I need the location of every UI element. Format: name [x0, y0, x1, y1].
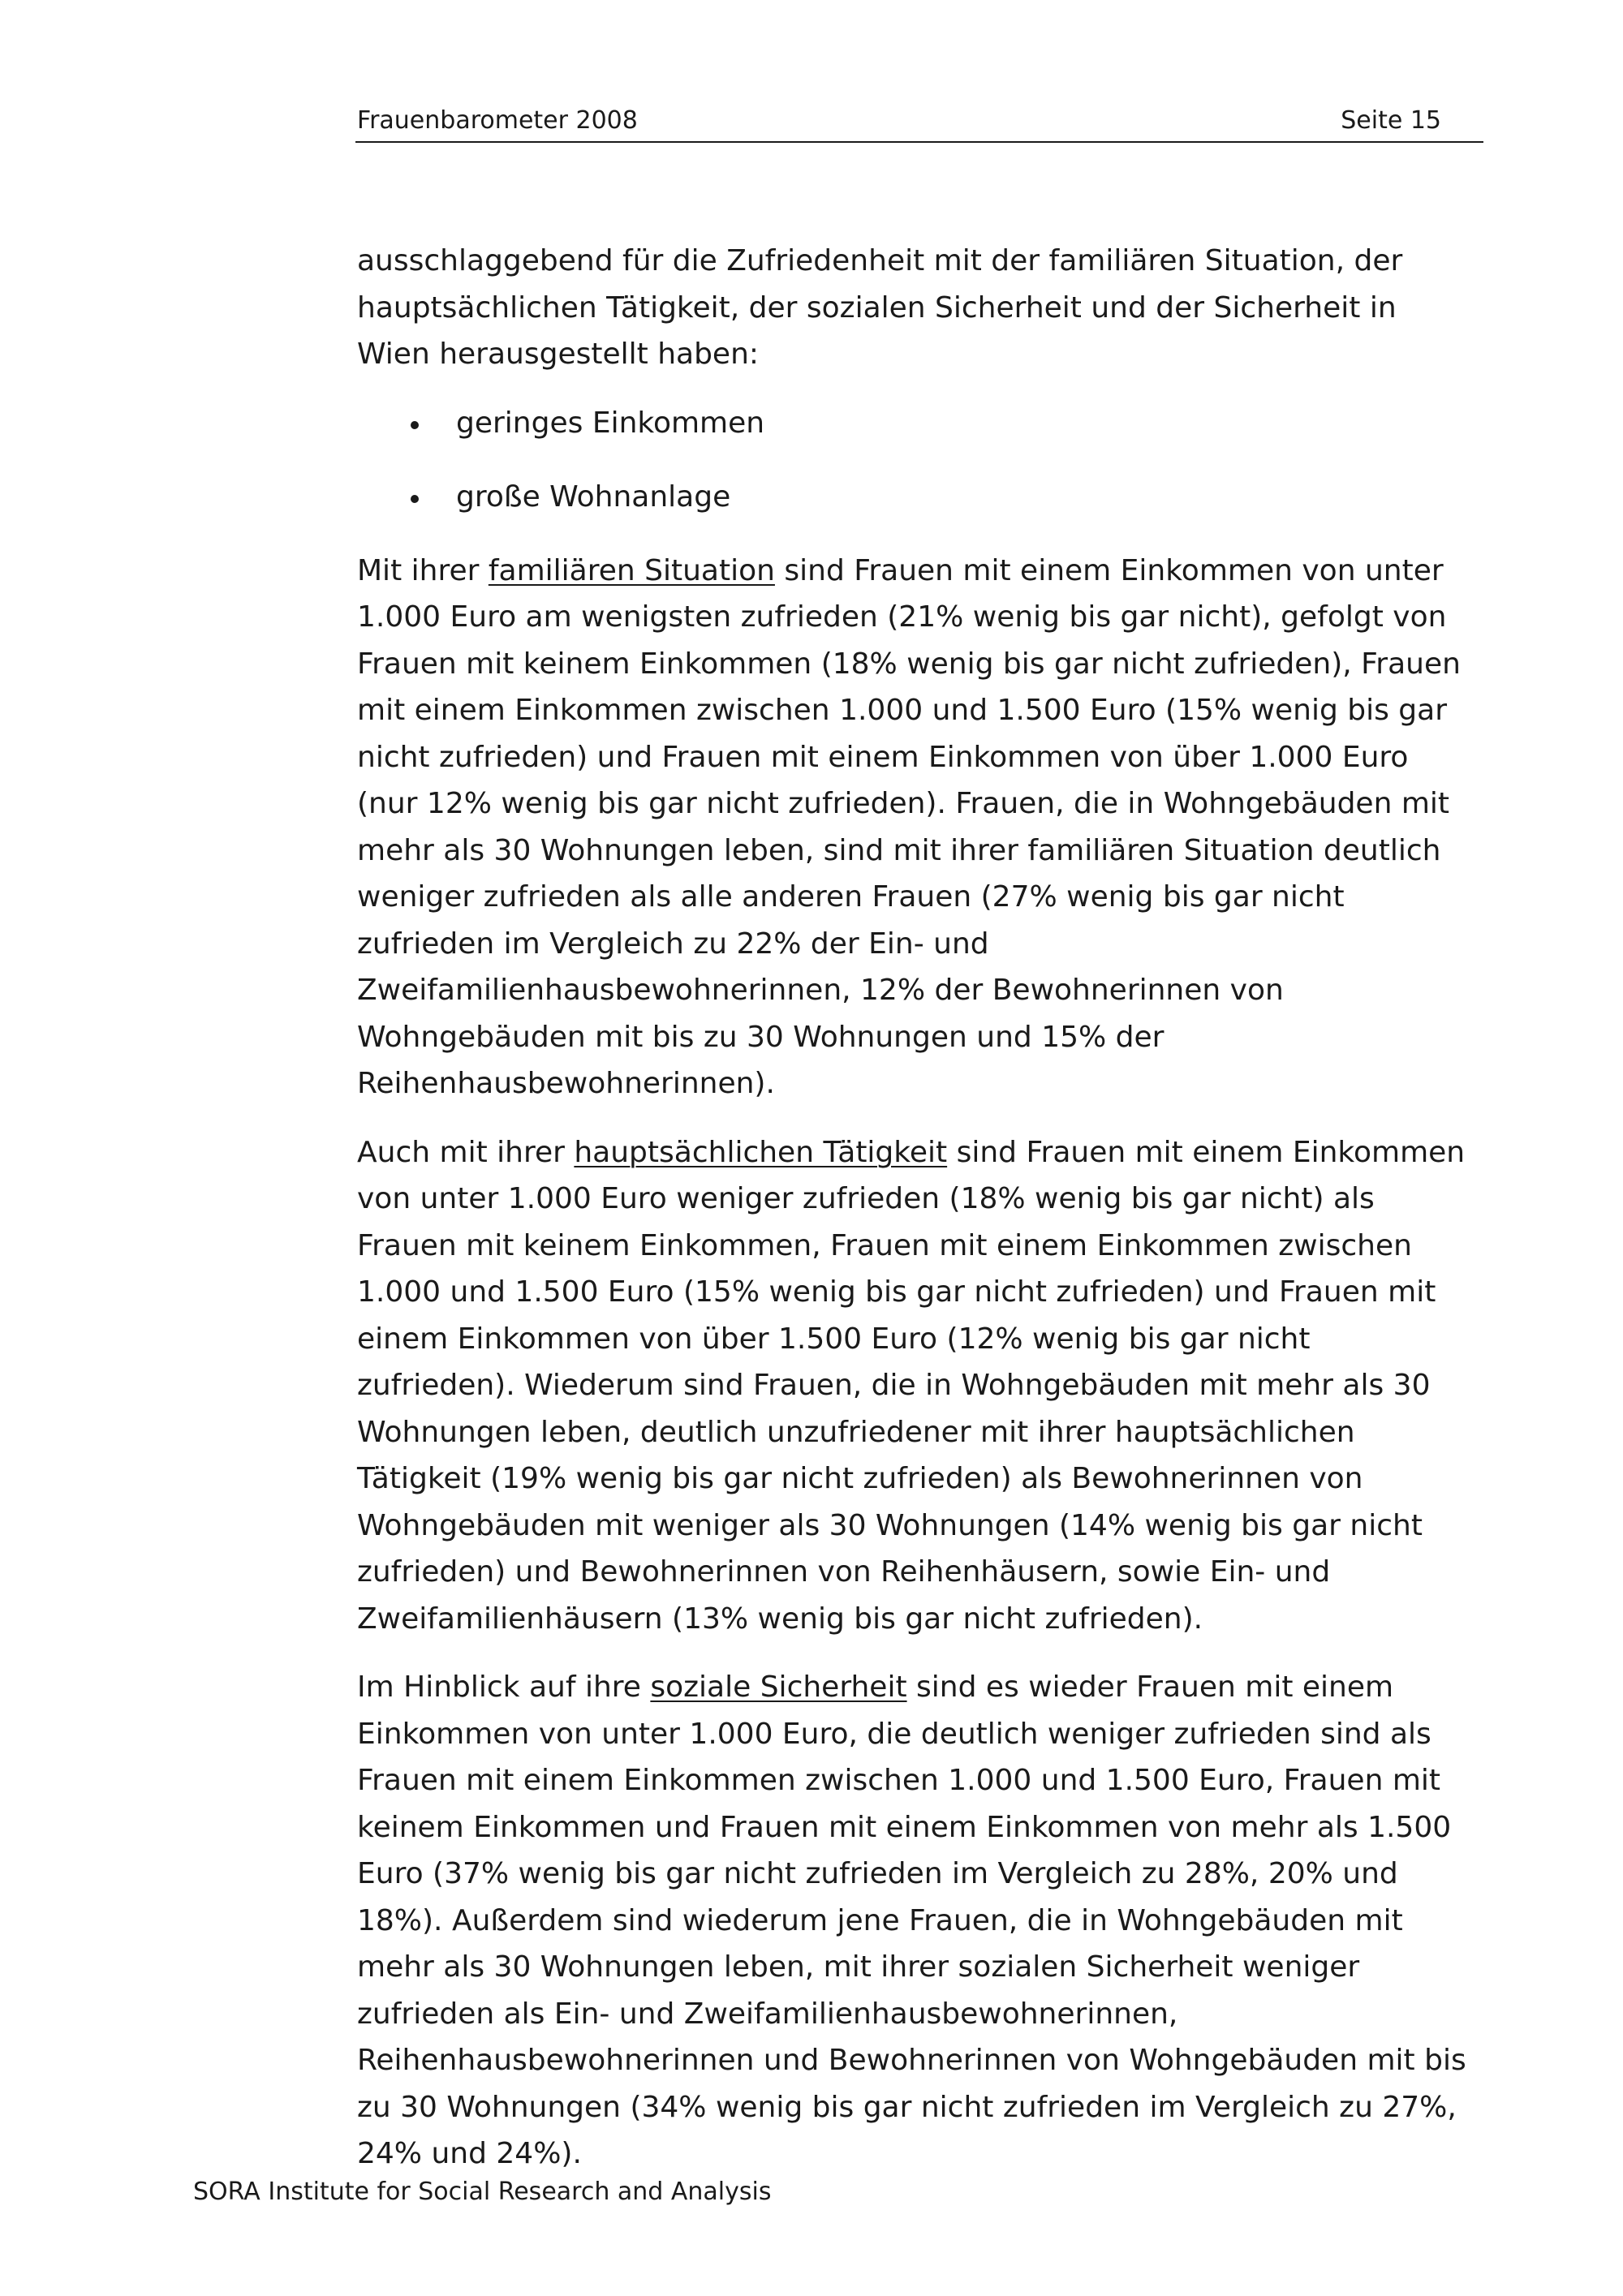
paragraph-family-situation: [357, 548, 1477, 1107]
paragraph-text: sind Frauen mit einem Einkommen von unter 1.000 Euro weniger zufrieden (18% wenig bis gar nicht) als Frauen mit keinem Einkommen, Frauen mit einem Einkommen zwischen 1.000 und 1.500 Euro (15% wenig bis gar nicht zufrieden) und Frauen mit einem Einkommen von über 1.500 Euro (12% wenig bis gar nicht zufrieden). Wiederum sind Frauen, die in Wohngebäuden mit mehr als 30 Wohnungen leben, deutlich unzufriedener mit ihrer hauptsächlichen Tätigkeit (19% wenig bis gar nicht zufrieden) als Bewohnerinnen von Wohngebäuden mit weniger als 30 Wohnungen (14% wenig bis gar nicht zufrieden) und Bewohnerinnen von Reihenhäusern, sowie Ein- und Zweifamilienhäusern (13% wenig bis gar nicht zufrieden).: [357, 1135, 1466, 1636]
list-item: [357, 474, 1477, 548]
list-item: [357, 400, 1477, 474]
page-footer: SORA Institute for Social Research and Analysis: [193, 2178, 772, 2206]
bullet-icon: [411, 421, 419, 429]
intro-paragraph: ausschlaggebend für die Zufriedenheit mit der familiären Situation, der hauptsächlichen Tätigkeit, der sozialen Sicherheit und der Sicherheit in Wien herausgestellt haben:: [357, 244, 1403, 371]
page-number: Seite 15: [1341, 106, 1441, 135]
paragraph-text: sind Frauen mit einem Einkommen von unter 1.000 Euro am wenigsten zufrieden (21% wenig bis gar nicht), gefolgt von Frauen mit keinem Einkommen (18% wenig bis gar nicht zufrieden), Frauen mit einem Einkommen zwischen 1.000 und 1.500 Euro (15% wenig bis gar nicht zufrieden) und Frauen mit einem Einkommen von über 1.000 Euro (nur 12% wenig bis gar nicht zufrieden). Frauen, die in Wohngebäuden mit mehr als 30 Wohnungen leben, sind mit ihrer familiären Situation deutlich weniger zufrieden als alle anderen Frauen (27% wenig bis gar nicht zufrieden im Vergleich zu 22% der Ein- und Zweifamilienhausbewohnerinnen, 12% der Bewohnerinnen von Wohngebäuden mit bis zu 30 Wohnungen und 15% der Reihenhausbewohnerinnen).: [357, 553, 1461, 1100]
paragraph-lead: Mit ihrer: [357, 553, 489, 587]
list-item-text: große Wohnanlage: [456, 479, 731, 514]
paragraph-lead: Auch mit ihrer: [357, 1135, 575, 1169]
paragraph-text: sind es wieder Frauen mit einem Einkommen von unter 1.000 Euro, die deutlich weniger zufrieden sind als Frauen mit einem Einkommen zwischen 1.000 und 1.500 Euro, Frauen mit keinem Einkommen und Frauen mit einem Einkommen von mehr als 1.500 Euro (37% wenig bis gar nicht zufrieden im Vergleich zu 28%, 20% und 18%). Außerdem sind wiederum jene Frauen, die in Wohngebäuden mit mehr als 30 Wohnungen leben, mit ihrer sozialen Sicherheit weniger zufrieden als Ein- und Zweifamilienhausbewohnerinnen, Reihenhausbewohnerinnen und Bewohnerinnen von Wohngebäuden mit bis zu 30 Wohnungen (34% wenig bis gar nicht zufrieden im Vergleich zu 27%, 24% und 24%).: [357, 1670, 1466, 2170]
page-header: [355, 101, 1483, 143]
list-item-text: geringes Einkommen: [456, 406, 765, 440]
underlined-term: familiären Situation: [488, 553, 775, 587]
bullet-list: [357, 400, 1477, 548]
document-title: Frauenbarometer 2008: [357, 106, 638, 135]
body-content: [357, 238, 1477, 2199]
paragraph-social-security: [357, 1664, 1477, 2178]
bullet-icon: [411, 495, 419, 503]
paragraph-lead: Im Hinblick auf ihre: [357, 1670, 651, 1704]
paragraph-main-activity: [357, 1129, 1477, 1643]
underlined-term: soziale Sicherheit: [650, 1670, 907, 1704]
underlined-term: hauptsächlichen Tätigkeit: [574, 1135, 948, 1169]
